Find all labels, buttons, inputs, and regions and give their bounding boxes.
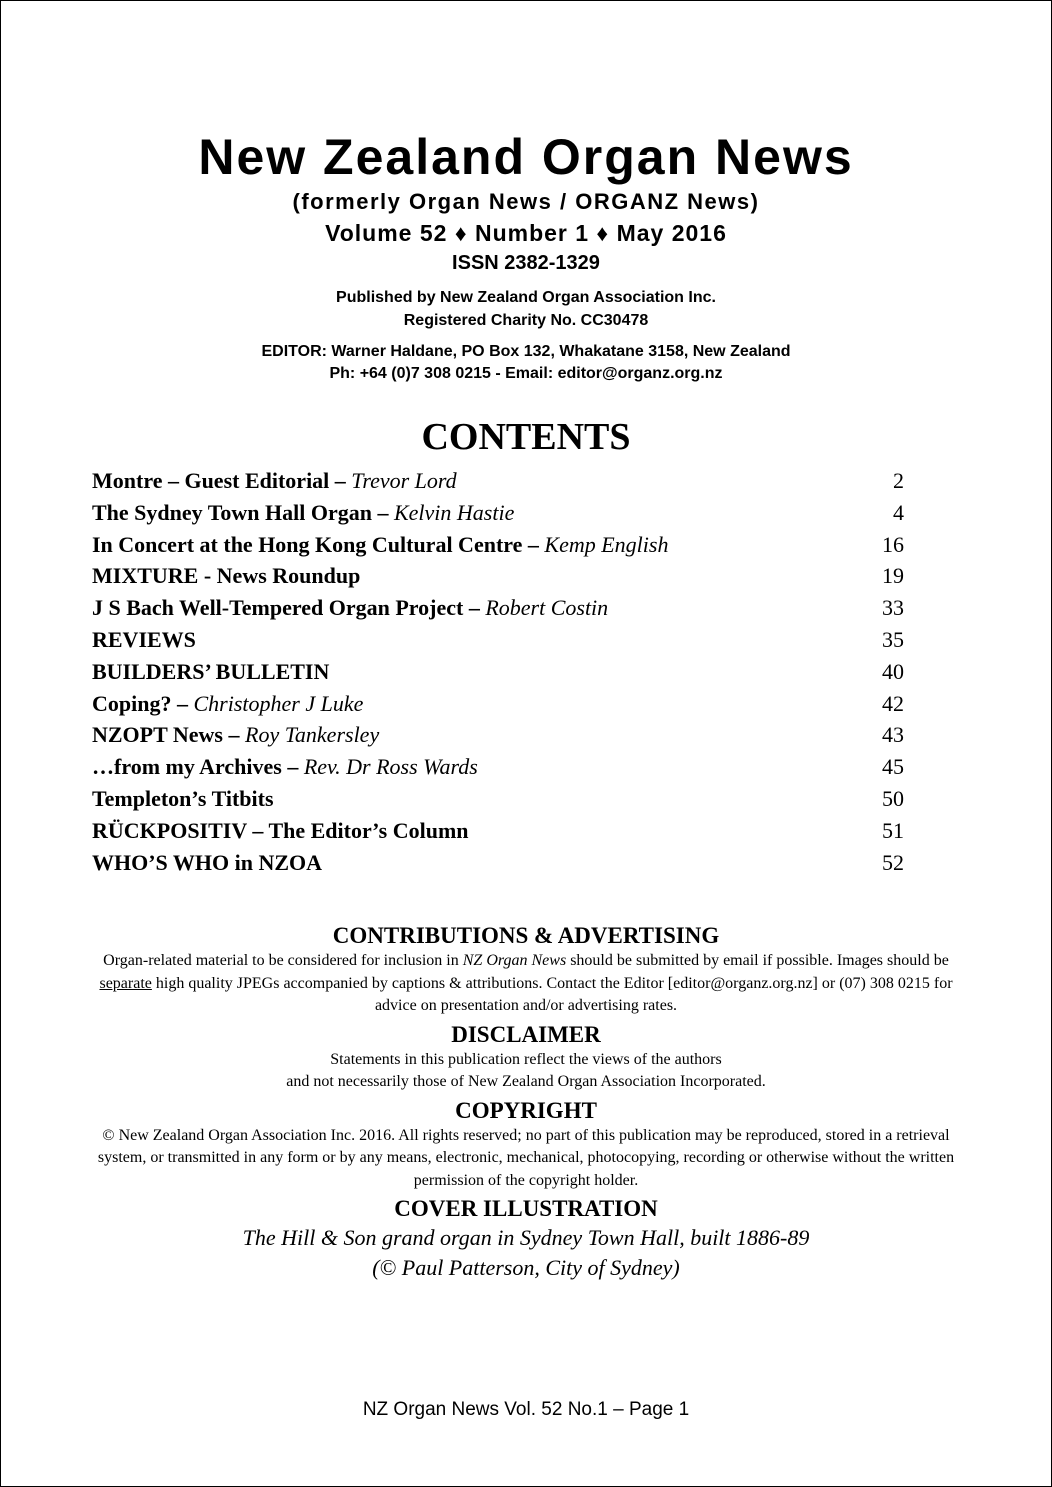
toc-page-number: 16 [882,531,904,557]
masthead [1,129,1051,385]
toc-title: NZOPT News [92,722,223,748]
toc-row [92,754,904,786]
page-footer: NZ Organ News Vol. 52 No.1 – Page 1 [362,1399,690,1420]
toc-entry [92,627,196,653]
toc-separator: – [527,531,539,557]
toc-entry [92,722,379,748]
toc-row [92,691,904,723]
info-section [91,922,961,1286]
toc-row [92,595,904,627]
editor-contact: Ph: +64 (0)7 308 0215 - Email: editor@organz.org.nz [329,365,723,382]
toc-page-number: 19 [882,563,904,589]
publisher-block [1,286,1051,332]
publication-name: NZ Organ News [462,952,567,969]
contributions-text [91,950,961,1018]
toc-entry [92,754,478,780]
toc-title: …from my Archives [92,754,282,780]
toc-title: Coping? [92,690,172,716]
toc-page-number: 50 [882,785,904,811]
toc-entry [92,786,274,812]
toc-page-number: 2 [893,468,904,493]
cover-caption: The Hill & Son grand organ in Sydney Town Hall, built 1886-89 [242,1225,810,1250]
published-by: Published by New Zealand Organ Association Inc. [336,289,716,306]
table-of-contents [92,468,904,881]
toc-page-number: 51 [882,817,904,843]
toc-page-number: 40 [882,658,904,684]
toc-separator: – [228,722,240,748]
toc-title: Montre – Guest Editorial – [92,468,346,493]
toc-entry [92,659,329,685]
disclaimer-line: Statements in this publication reflect the views of the authors [330,1050,722,1068]
toc-page-number: 35 [882,626,904,652]
contents-heading: CONTENTS [421,416,631,458]
toc-title: J S Bach Well-Tempered Organ Project [92,595,464,621]
toc-entry [92,563,360,589]
contributions-text-part: high quality JPEGs accompanied by captions & attributions. Contact the Editor [editor@organz.org.nz] or (07) 308 0215 for advice on presentation and/or advertising rates. [151,974,953,1014]
toc-row [92,818,904,850]
toc-author: Kelvin Hastie [393,499,515,525]
toc-entry [92,691,363,717]
editor-address: EDITOR: Warner Haldane, PO Box 132, Whakatane 3158, New Zealand [261,343,791,360]
toc-title: Templeton’s Titbits [92,785,274,811]
copyright-heading: COPYRIGHT [455,1097,597,1123]
underlined-word: separate [99,974,152,992]
contributions-section [91,922,961,1018]
toc-page-number: 42 [882,690,904,716]
toc-row [92,722,904,754]
toc-entry [92,500,514,526]
copyright-section [91,1097,961,1193]
disclaimer-heading: DISCLAIMER [451,1021,601,1047]
cover-credit: (© Paul Patterson, City of Sydney) [372,1255,680,1280]
toc-row [92,786,904,818]
toc-entry [92,532,668,558]
toc-author: Christopher J Luke [193,690,364,716]
toc-title: The Sydney Town Hall Organ [92,499,372,525]
disclaimer-line: and not necessarily those of New Zealand Organ Association Incorporated. [286,1073,766,1090]
toc-separator: – [176,690,188,716]
journal-subtitle: (formerly Organ News / ORGANZ News) [292,189,760,214]
volume-line: Volume 52 ♦ Number 1 ♦ May 2016 [325,220,727,246]
toc-entry [92,468,457,494]
toc-author: Kemp English [544,531,669,557]
cover-heading: COVER ILLUSTRATION [394,1196,658,1221]
copyright-text: © New Zealand Organ Association Inc. 2016. All rights reserved; no part of this publication may be reproduced, stored in a retrieval system, or transmitted in any form or by any means, electronic, mechanical, photocopying, recording or otherwise without the written permission of the copyright holder. [97,1126,955,1189]
disclaimer-section [91,1021,961,1094]
toc-entry [92,818,469,844]
toc-title: In Concert at the Hong Kong Cultural Centre [92,531,523,557]
toc-row [92,850,904,882]
charity-number: Registered Charity No. CC30478 [403,312,649,329]
toc-title: RÜCKPOSITIV – The Editor’s Column [92,817,469,843]
toc-row [92,532,904,564]
toc-row [92,468,904,500]
toc-row [92,563,904,595]
contributions-text-part: Organ-related material to be considered for inclusion in [103,952,463,969]
contributions-heading: CONTRIBUTIONS & ADVERTISING [332,923,720,948]
toc-title: REVIEWS [92,626,196,652]
toc-title: WHO’S WHO in NZOA [92,849,323,875]
toc-row [92,500,904,532]
toc-entry [92,595,608,621]
toc-author: Roy Tankersley [245,722,380,748]
toc-page-number: 4 [893,499,904,525]
toc-separator: – [468,595,480,621]
toc-page-number: 43 [882,722,904,748]
toc-title: BUILDERS’ BULLETIN [92,658,330,684]
toc-separator: – [287,754,299,780]
contributions-text-part: should be submitted by email if possible. Images should be [566,952,949,969]
toc-author: Rev. Dr Ross Wards [303,754,478,780]
issn: ISSN 2382-1329 [452,252,600,274]
cover-section [91,1195,961,1283]
toc-row [92,627,904,659]
toc-row [92,659,904,691]
toc-title: MIXTURE - News Roundup [92,563,361,589]
toc-page-number: 52 [882,849,904,875]
journal-title: New Zealand Organ News [198,129,854,185]
toc-entry [92,850,322,876]
toc-page-number: 33 [882,595,904,621]
editor-block [1,341,1051,385]
toc-author: Robert Costin [485,595,609,621]
toc-author: Trevor Lord [351,468,457,493]
toc-page-number: 45 [882,754,904,780]
toc-separator: – [377,499,389,525]
